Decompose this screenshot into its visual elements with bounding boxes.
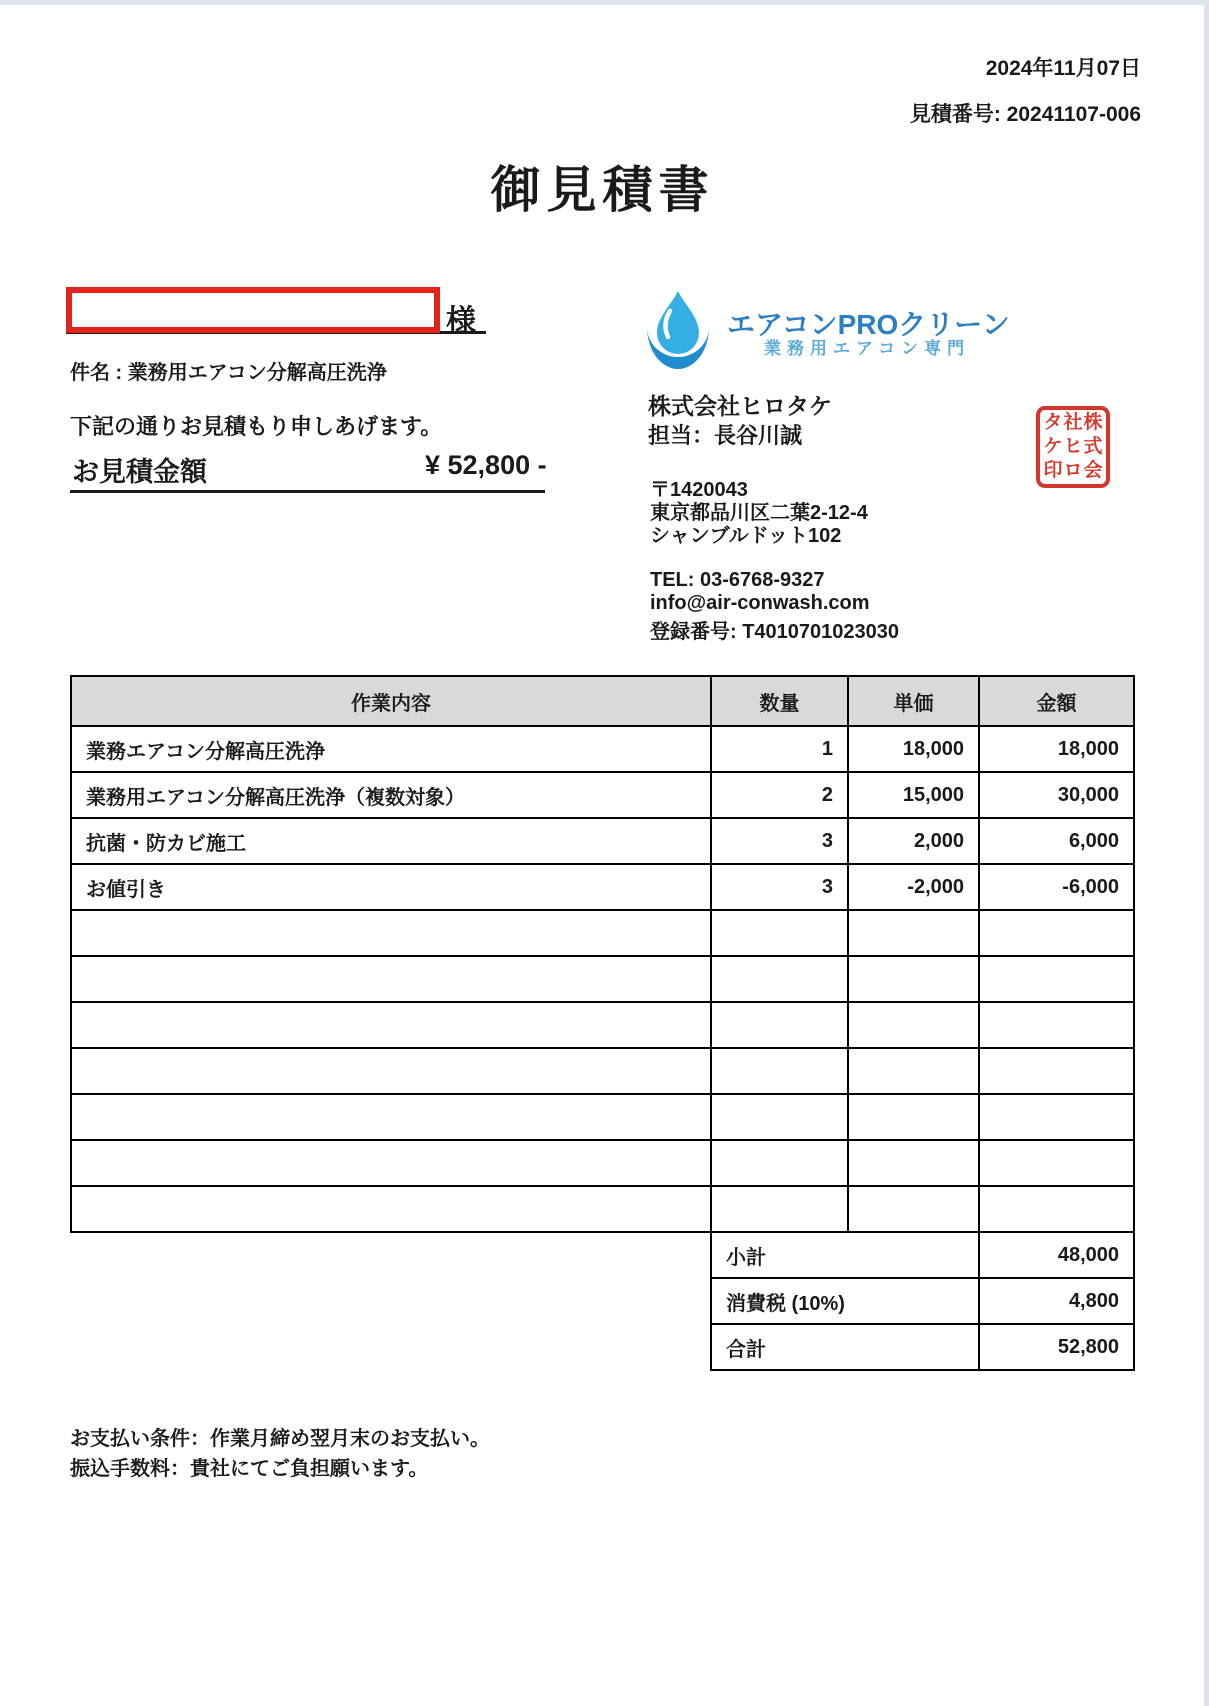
totals-table: [710, 1231, 1135, 1371]
totals-row: [712, 1325, 1133, 1369]
cell-description: 抗菌・防カビ施工: [72, 819, 712, 863]
cell-amount: [980, 1003, 1133, 1047]
totals-row: [712, 1233, 1133, 1279]
cell-unit-price: 18,000: [849, 727, 980, 771]
cell-amount: 18,000: [1057, 737, 1119, 760]
items-table: [70, 675, 1135, 1233]
logo-subtitle: 業務用エアコン専門: [764, 339, 971, 358]
cell-amount: [980, 1095, 1133, 1139]
cell-quantity: 1: [712, 727, 849, 771]
cell-unit-price: -2,000: [849, 865, 980, 909]
cell-amount: [980, 1049, 1133, 1093]
estimate-number: 見積番号: 20241107-006: [909, 103, 1141, 126]
cell-amount: [980, 911, 1133, 955]
seller-email: info@air-conwash.com: [650, 592, 870, 614]
cell-quantity: [712, 1141, 849, 1185]
cell-description: [72, 911, 712, 955]
document-date: 2024年11月07日: [985, 57, 1141, 80]
cell-amount: [980, 957, 1133, 1001]
cell-amount: [980, 1187, 1133, 1231]
water-drop-icon: [646, 290, 710, 370]
table-row-empty: [72, 957, 1133, 1003]
seal-char: 株: [1083, 412, 1103, 433]
cell-amount: -6,000: [1062, 875, 1119, 898]
subject-line: 件名 : 業務用エアコン分解高圧洗浄: [70, 362, 387, 384]
table-row: [72, 865, 1133, 911]
recipient-name-box[interactable]: [66, 287, 440, 333]
seller-contact-person: 担当：長谷川誠: [648, 423, 803, 448]
document-title: 御見積書: [490, 162, 715, 218]
items-table-header-row: [72, 677, 1133, 727]
seal-char: 会: [1083, 460, 1103, 481]
cell-description: [72, 1095, 712, 1139]
column-header-unit-price: 単価: [849, 677, 980, 725]
totals-value: 48,000: [1057, 1243, 1119, 1266]
cell-amount: [980, 1141, 1133, 1185]
seal-char: 社: [1063, 412, 1083, 433]
page-edge-right: [1204, 0, 1209, 1706]
logo-title: エアコンPROクリーン: [727, 309, 1010, 340]
seal-char: 式: [1083, 436, 1103, 457]
cell-quantity: [712, 1187, 849, 1231]
page-edge-top: [0, 0, 1209, 5]
totals-label: 消費税 (10%): [712, 1279, 980, 1323]
cell-unit-price: 2,000: [849, 819, 980, 863]
cell-description: 業務用エアコン分解高圧洗浄（複数対象）: [72, 773, 712, 817]
cell-description: [72, 1049, 712, 1093]
table-row-empty: [72, 1095, 1133, 1141]
payment-terms-line: お支払い条件：作業月締め翌月末のお支払い。: [70, 1428, 490, 1450]
seal-char: ヒ: [1063, 436, 1083, 457]
cell-quantity: [712, 1049, 849, 1093]
table-row-empty: [72, 1049, 1133, 1095]
company-seal-stamp: [1036, 406, 1110, 488]
table-row-empty: [72, 1141, 1133, 1187]
seal-char: タ: [1043, 412, 1063, 433]
cell-quantity: [712, 1095, 849, 1139]
totals-value: 52,800: [1057, 1335, 1119, 1358]
table-row-empty: [72, 1003, 1133, 1049]
cell-quantity: [712, 911, 849, 955]
seal-char: ケ: [1043, 436, 1063, 457]
cell-description: 業務エアコン分解高圧洗浄: [72, 727, 712, 771]
cell-description: [72, 1141, 712, 1185]
honorific-label: 様: [446, 305, 476, 338]
seller-registration-number: 登録番号: T4010701023030: [650, 621, 900, 643]
totals-row: [712, 1279, 1133, 1325]
cell-quantity: 2: [712, 773, 849, 817]
cell-quantity: [712, 1003, 849, 1047]
seal-column-2: [1063, 411, 1082, 483]
cell-amount: 6,000: [1068, 829, 1119, 852]
cell-description: お値引き: [72, 865, 712, 909]
totals-label: 小計: [712, 1233, 980, 1277]
column-header-amount: 金額: [1036, 692, 1077, 715]
totals-label: 合計: [712, 1325, 980, 1369]
seller-company-name: 株式会社ヒロタケ: [648, 393, 832, 419]
greeting-line: 下記の通りお見積もり申しあげます。: [70, 414, 443, 439]
seller-postal-code: 〒1420043: [650, 479, 748, 501]
column-header-description: 作業内容: [72, 677, 712, 725]
cell-unit-price: [849, 911, 980, 955]
cell-description: [72, 957, 712, 1001]
seal-char: 印: [1043, 460, 1063, 481]
estimate-amount-underline: [70, 490, 545, 493]
cell-unit-price: 15,000: [849, 773, 980, 817]
estimate-amount-label: お見積金額: [72, 457, 207, 487]
seal-char: ロ: [1063, 460, 1083, 481]
cell-unit-price: [849, 1003, 980, 1047]
seller-address-line1: 東京都品川区二葉2-12-4: [650, 502, 868, 524]
cell-unit-price: [849, 1141, 980, 1185]
cell-quantity: [712, 957, 849, 1001]
cell-description: [72, 1187, 712, 1231]
seal-column-3: [1043, 411, 1062, 483]
estimate-amount-value: ¥ 52,800 -: [425, 450, 547, 480]
bank-fee-line: 振込手数料：貴社にてご負担願います。: [70, 1458, 429, 1480]
cell-description: [72, 1003, 712, 1047]
table-row: [72, 727, 1133, 773]
cell-unit-price: [849, 1187, 980, 1231]
cell-quantity: 3: [712, 819, 849, 863]
cell-quantity: 3: [712, 865, 849, 909]
seller-address-line2: シャンブルドット102: [650, 525, 842, 547]
seal-column-1: [1084, 411, 1103, 483]
seller-phone: TEL: 03-6768-9327: [650, 569, 825, 591]
cell-unit-price: [849, 1095, 980, 1139]
cell-unit-price: [849, 1049, 980, 1093]
table-row-empty: [72, 1187, 1133, 1231]
cell-unit-price: [849, 957, 980, 1001]
table-row: [72, 773, 1133, 819]
column-header-quantity: 数量: [712, 677, 849, 725]
totals-value: 4,800: [1068, 1289, 1119, 1312]
table-row: [72, 819, 1133, 865]
table-row-empty: [72, 911, 1133, 957]
cell-amount: 30,000: [1057, 783, 1119, 806]
